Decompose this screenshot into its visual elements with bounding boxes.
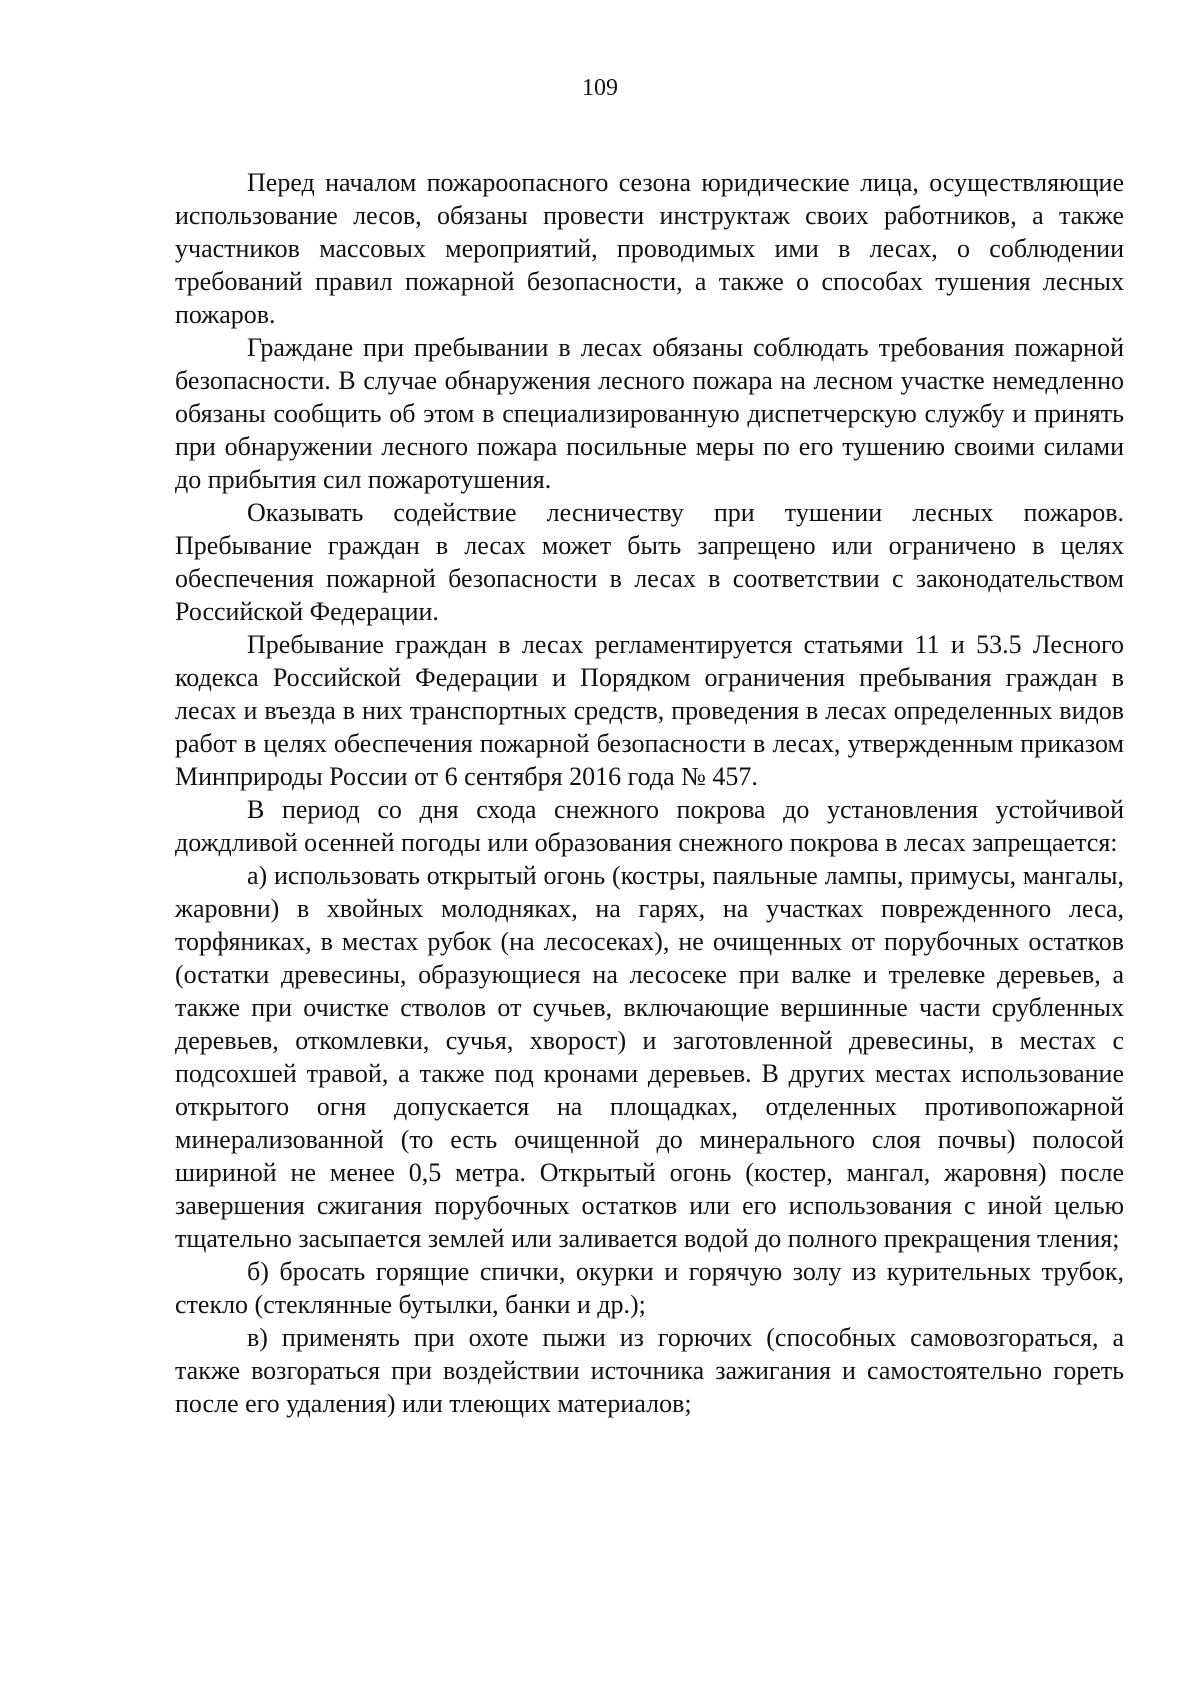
paragraph-regulation: Пребывание граждан в лесах регламентируется статьями 11 и 53.5 Лесного кодекса Российской Федерации и Порядком ограничения пребывания граждан в лесах и въезда в них транспортных средств, проведения в лесах определенных видов работ в целях обеспечения пожарной безопасности в лесах, утвержденным приказом Минприроды России от 6 сентября 2016 года № 457. xyxy=(175,630,1124,791)
body-text xyxy=(175,166,1124,1420)
paragraph-assistance: Оказывать содействие лесничеству при тушении лесных пожаров. Пребывание граждан в лесах может быть запрещено или ограничено в целях обеспечения пожарной безопасности в лесах в соответствии с законодательством Российской Федерации. xyxy=(175,498,1124,626)
paragraph-prohibitions-intro: В период со дня схода снежного покрова до установления устойчивой дождливой осенней погоды или образования снежного покрова в лесах запрещается: xyxy=(175,795,1124,857)
page-number: 109 xyxy=(582,75,618,101)
paragraph-briefing: Перед началом пожароопасного сезона юридические лица, осуществляющие использование лесов, обязаны провести инструктаж своих работников, а также участников массовых мероприятий, проводимых ими в лесах, о соблюдении требований правил пожарной безопасности, а также о способах тушения лесных пожаров. xyxy=(175,168,1124,329)
list-item-a: а) использовать открытый огонь (костры, паяльные лампы, примусы, мангалы, жаровни) в хвойных молодняках, на гарях, на участках поврежденного леса, торфяниках, в местах рубок (на лесосеках), не очищенных от порубочных остатков (остатки древесины, образующиеся на лесосеке при валке и трелевке деревьев, а также при очистке стволов от сучьев, включающие вершинные части срубленных деревьев, откомлевки, сучья, хворост) и заготовленной древесины, в местах с подсохшей травой, а также под кронами деревьев. В других местах использование открытого огня допускается на площадках, отделенных противопожарной минерализованной (то есть очищенной до минерального слоя почвы) полосой шириной не менее 0,5 метра. Открытый огонь (костер, мангал, жаровня) после завершения сжигания порубочных остатков или его использования с иной целью тщательно засыпается землей или заливается водой до полного прекращения тления; xyxy=(175,861,1124,1253)
list-item-v: в) применять при охоте пыжи из горючих (способных самовозгораться, а также возгораться при воздействии источника зажигания и самостоятельно гореть после его удаления) или тлеющих материалов; xyxy=(175,1323,1124,1418)
paragraph-citizens-duties: Граждане при пребывании в лесах обязаны соблюдать требования пожарной безопасности. В случае обнаружения лесного пожара на лесном участке немедленно обязаны сообщить об этом в специализированную диспетчерскую службу и принять при обнаружении лесного пожара посильные меры по его тушению своими силами до прибытия сил пожаротушения. xyxy=(175,333,1124,494)
list-item-b: б) бросать горящие спички, окурки и горячую золу из курительных трубок, стекло (стеклянные бутылки, банки и др.); xyxy=(175,1257,1124,1319)
